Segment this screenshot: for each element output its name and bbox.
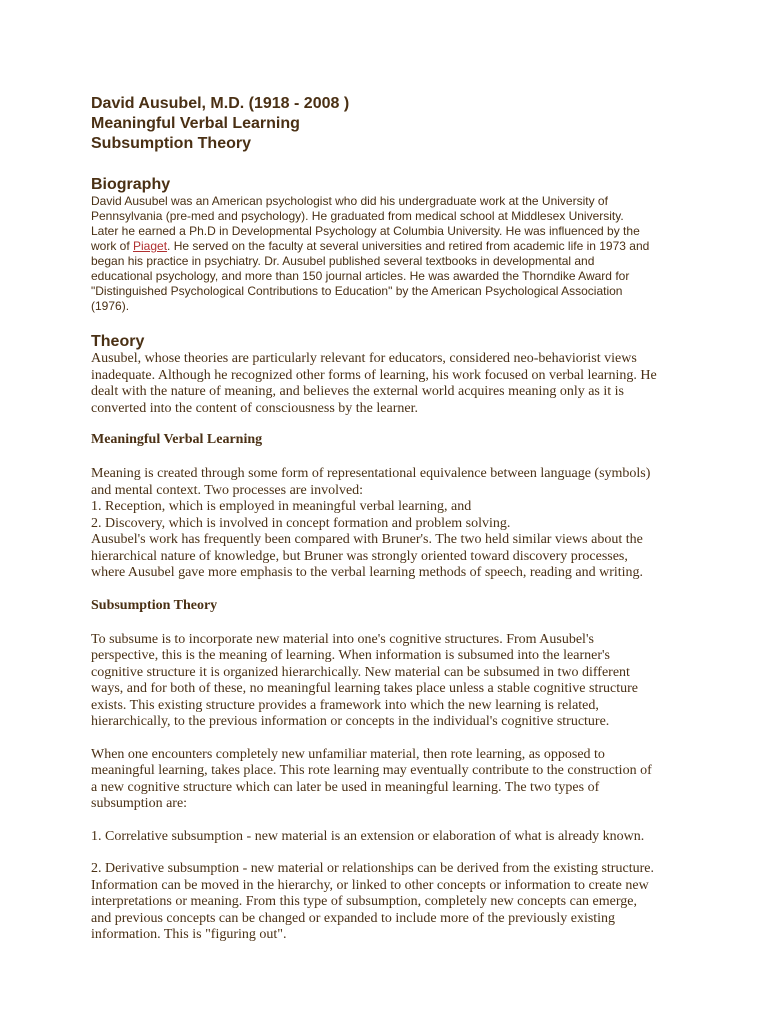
document-content xyxy=(91,94,691,944)
subsumption-line: a new cognitive structure which can later be used in meaningful learning. The two types of xyxy=(91,779,600,795)
meaningful-line: 1. Reception, which is employed in meaningful verbal learning, and xyxy=(91,499,472,514)
meaningful-line: and mental context. Two processes are involved: xyxy=(91,482,364,498)
theory-paragraph xyxy=(91,351,691,417)
derivative-subsumption-paragraph xyxy=(91,861,691,944)
biography-paragraph xyxy=(91,194,691,314)
theory-line: dealt with the nature of meaning, and believes the external world acquires meaning only as it is xyxy=(91,384,624,399)
subsumption-line: ways, and for both of these, no meaningful learning takes place unless a stable cognitive structure xyxy=(91,681,638,696)
subsumption-line: 1. Correlative subsumption - new material is an extension or elaboration of what is already known. xyxy=(91,828,645,844)
meaningful-paragraph xyxy=(91,466,691,582)
subsumption-theory-heading: Subsumption Theory xyxy=(91,597,218,613)
subsumption-line: meaningful learning, takes place. This rote learning may eventually contribute to the construction of xyxy=(91,763,652,778)
theory-line: Ausubel, whose theories are particularly relevant for educators, considered neo-behaviorist views xyxy=(91,351,637,366)
subsumption-line: interpretations or meaning. From this type of subsumption, completely new concepts can emerge, xyxy=(91,894,637,909)
correlative-subsumption-paragraph xyxy=(91,829,691,846)
theory-line: inadequate. Although he recognized other forms of learning, his work focused on verbal learning. He xyxy=(91,367,657,383)
meaningful-line: hierarchical nature of knowledge, but Bruner was strongly oriented toward discovery processes, xyxy=(91,548,628,564)
biography-line: educational psychology, and more than 150 journal articles. He was awarded the Thorndike Award for xyxy=(91,269,630,283)
meaningful-line: 2. Discovery, which is involved in concept formation and problem solving. xyxy=(91,515,511,531)
biography-line: (1976). xyxy=(91,299,130,313)
biography-line xyxy=(91,239,691,254)
theory-heading: Theory xyxy=(91,333,145,350)
subsumption-line: Information can be moved in the hierarchy, or linked to other concepts or information to create new xyxy=(91,877,649,893)
meaningful-line: where Ausubel gave more emphasis to the verbal learning methods of speech, reading and writing. xyxy=(91,565,644,580)
biography-heading: Biography xyxy=(91,176,171,193)
biography-line-suffix: . He served on the faculty at several universities and retired from academic life in 1973 and xyxy=(167,239,650,253)
subsumption-line: When one encounters completely new unfamiliar material, then rote learning, as opposed to xyxy=(91,746,605,762)
subsumption-line: and previous concepts can be changed or expanded to include more of the previously existing xyxy=(91,910,616,926)
biography-line: Pennsylvania (pre-med and psychology). He graduated from medical school at Middlesex University. xyxy=(91,209,624,223)
piaget-link[interactable]: Piaget xyxy=(133,239,168,253)
meaningful-line: Meaning is created through some form of representational equivalence between language (symbols) xyxy=(91,466,651,481)
biography-line: David Ausubel was an American psychologist who did his undergraduate work at the University of xyxy=(91,194,608,208)
subsumption-line: information. This is "figuring out". xyxy=(91,927,287,942)
subsumption-line: exists. This existing structure provides a framework into which the new learning is related, xyxy=(91,697,599,713)
theory-line: converted into the content of consciousness by the learner. xyxy=(91,400,418,416)
title-line-topic: Meaningful Verbal Learning xyxy=(91,115,300,132)
subsumption-paragraph-1 xyxy=(91,632,691,731)
biography-line: "Distinguished Psychological Contributions to Education" by the American Psychological Association xyxy=(91,284,623,298)
biography-line-prefix: work of xyxy=(91,239,134,253)
title-line-author: David Ausubel, M.D. (1918 - 2008 ) xyxy=(91,95,350,112)
subsumption-line: subsumption are: xyxy=(91,796,188,811)
subsumption-line: To subsume is to incorporate new material into one's cognitive structures. From Ausubel's xyxy=(91,631,594,647)
meaningful-line: Ausubel's work has frequently been compared with Bruner's. The two held similar views about the xyxy=(91,532,643,547)
meaningful-verbal-learning-heading: Meaningful Verbal Learning xyxy=(91,432,263,447)
subsumption-line: cognitive structure it is organized hierarchically. New material can be subsumed in two different xyxy=(91,664,630,680)
title-line-theory: Subsumption Theory xyxy=(91,135,251,152)
subsumption-line: 2. Derivative subsumption - new material or relationships can be derived from the existing structure. xyxy=(91,861,654,876)
subsumption-paragraph-2 xyxy=(91,747,691,813)
document-title xyxy=(91,94,691,154)
subsumption-line: hierarchically, to the previous information or concepts in the individual's cognitive structure. xyxy=(91,714,610,729)
biography-line: Later he earned a Ph.D in Developmental Psychology at Columbia University. He was influenced by the xyxy=(91,224,640,238)
biography-line: began his practice in psychiatry. Dr. Ausubel published several textbooks in developmental and xyxy=(91,254,595,268)
subsumption-line: perspective, this is the meaning of learning. When information is subsumed into the learner's xyxy=(91,648,610,663)
